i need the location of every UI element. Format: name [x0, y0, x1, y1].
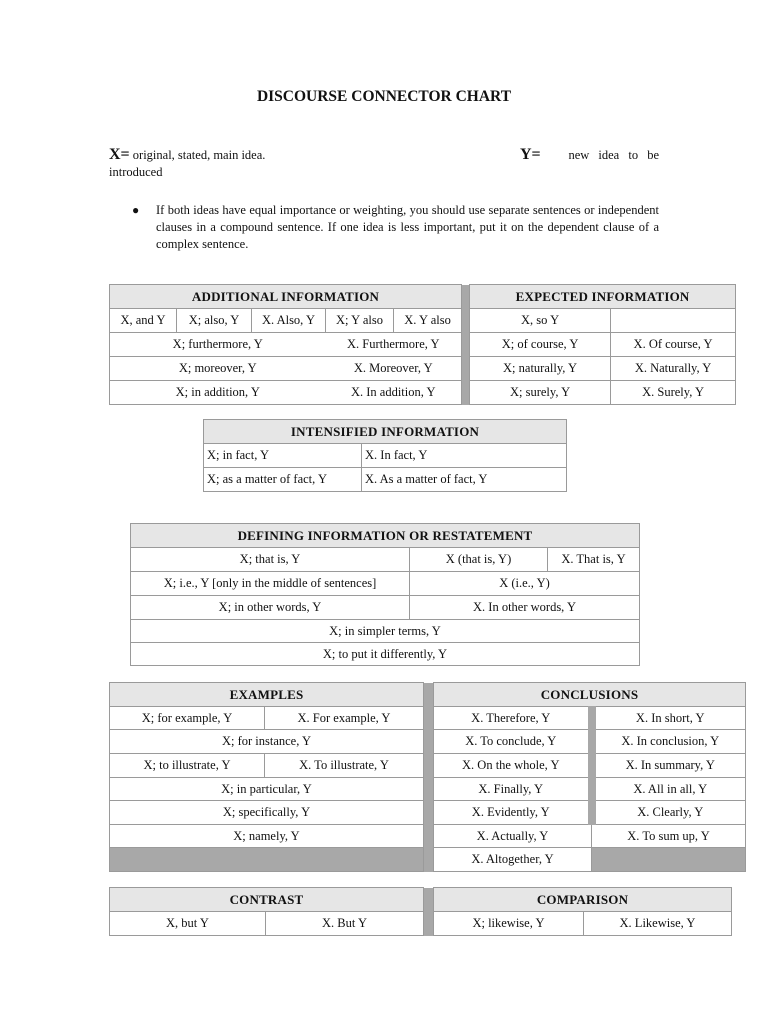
table-cell: X, so Y [470, 309, 611, 333]
table-cell: X; likewise, Y [434, 912, 584, 936]
table-cell: X. Altogether, Y [434, 848, 592, 872]
table-cell: X; Y also [326, 309, 394, 333]
table-cell: X; moreover, Y [110, 357, 326, 381]
table-cell: X. As a matter of fact, Y [362, 468, 567, 492]
conclusions-header: CONCLUSIONS [434, 683, 746, 707]
table-cell: X. Surely, Y [611, 381, 736, 405]
column-separator [424, 888, 434, 936]
bullet-icon: ● [132, 203, 140, 217]
table-cell: X. On the whole, Y [434, 754, 592, 778]
empty-gray-cell [592, 848, 746, 872]
contrast-comparison-table [109, 887, 732, 936]
table-cell: X; i.e., Y [only in the middle of sentences] [131, 572, 410, 596]
table-cell: X, and Y [110, 309, 177, 333]
table-cell: X; specifically, Y [110, 801, 424, 825]
table-cell: X. In short, Y [592, 707, 746, 730]
table-cell: X; in particular, Y [110, 778, 424, 801]
table-cell: X; surely, Y [470, 381, 611, 405]
bullet-note: If both ideas have equal importance or weighting, you should use separate sentences or independent clauses in a compound sentence. If one idea is less important, put it on the dependent clause of a complex sentence. [156, 203, 659, 251]
table-cell: X; namely, Y [110, 825, 424, 848]
table-cell: X. Finally, Y [434, 778, 592, 801]
table-cell: X. To conclude, Y [434, 730, 592, 754]
x-definition-text: original, stated, main idea. [132, 148, 266, 162]
table-cell: X. Clearly, Y [592, 801, 746, 825]
table-cell: X; as a matter of fact, Y [204, 468, 362, 492]
table-cell: X. Moreover, Y [326, 357, 462, 381]
page-title: DISCOURSE CONNECTOR CHART [256, 88, 512, 105]
table-cell: X. In conclusion, Y [592, 730, 746, 754]
table-cell: X. Likewise, Y [584, 912, 732, 936]
table-cell: X, but Y [110, 912, 266, 936]
table-cell: X; furthermore, Y [110, 333, 326, 357]
table-cell: X. To illustrate, Y [265, 754, 424, 778]
table-cell: X; in other words, Y [131, 596, 410, 620]
table-cell: X; naturally, Y [470, 357, 611, 381]
table-cell: X; for example, Y [110, 707, 265, 730]
table-cell: X. In addition, Y [326, 381, 462, 405]
table-cell: X. In other words, Y [410, 596, 640, 620]
table-cell: X; in simpler terms, Y [131, 620, 640, 643]
y-definition-text: new idea to be [568, 148, 659, 162]
table-cell: X (that is, Y) [410, 548, 548, 572]
table-cell: X. Also, Y [252, 309, 326, 333]
table-cell: X. In fact, Y [362, 444, 567, 468]
additional-header: ADDITIONAL INFORMATION [110, 285, 462, 309]
additional-expected-table [109, 284, 736, 405]
table-cell: X. But Y [266, 912, 424, 936]
x-symbol: X= [109, 146, 130, 163]
table-cell: X. Furthermore, Y [326, 333, 462, 357]
table-cell: X. Naturally, Y [611, 357, 736, 381]
table-cell: X; in fact, Y [204, 444, 362, 468]
y-definition-continued: introduced [109, 165, 163, 179]
table-cell: X; that is, Y [131, 548, 410, 572]
empty-gray-cell [110, 848, 424, 872]
table-cell: X (i.e., Y) [410, 572, 640, 596]
table-cell: X; also, Y [177, 309, 252, 333]
x-definition [109, 146, 265, 164]
examples-header: EXAMPLES [110, 683, 424, 707]
table-cell: X; for instance, Y [110, 730, 424, 754]
table-cell: X; in addition, Y [110, 381, 326, 405]
y-definition [520, 146, 659, 164]
table-cell [611, 309, 736, 333]
column-separator [462, 285, 470, 405]
table-cell: X. Y also [394, 309, 462, 333]
intensified-header: INTENSIFIED INFORMATION [204, 420, 567, 444]
comparison-header: COMPARISON [434, 888, 732, 912]
column-separator [424, 683, 434, 872]
table-cell: X. That is, Y [548, 548, 640, 572]
y-symbol: Y= [520, 146, 541, 163]
table-cell: X; to put it differently, Y [131, 643, 640, 666]
contrast-header: CONTRAST [110, 888, 424, 912]
table-cell: X. In summary, Y [592, 754, 746, 778]
table-cell: X. Of course, Y [611, 333, 736, 357]
intensified-table [203, 419, 567, 492]
defining-table [130, 523, 640, 666]
table-cell: X. Evidently, Y [434, 801, 592, 825]
table-cell: X. All in all, Y [592, 778, 746, 801]
table-cell: X; to illustrate, Y [110, 754, 265, 778]
table-cell: X. Therefore, Y [434, 707, 592, 730]
examples-conclusions-table [109, 682, 746, 872]
defining-header: DEFINING INFORMATION OR RESTATEMENT [131, 524, 640, 548]
expected-header: EXPECTED INFORMATION [470, 285, 736, 309]
table-cell: X; of course, Y [470, 333, 611, 357]
table-cell: X. Actually, Y [434, 825, 592, 848]
table-cell: X. For example, Y [265, 707, 424, 730]
table-cell: X. To sum up, Y [592, 825, 746, 848]
